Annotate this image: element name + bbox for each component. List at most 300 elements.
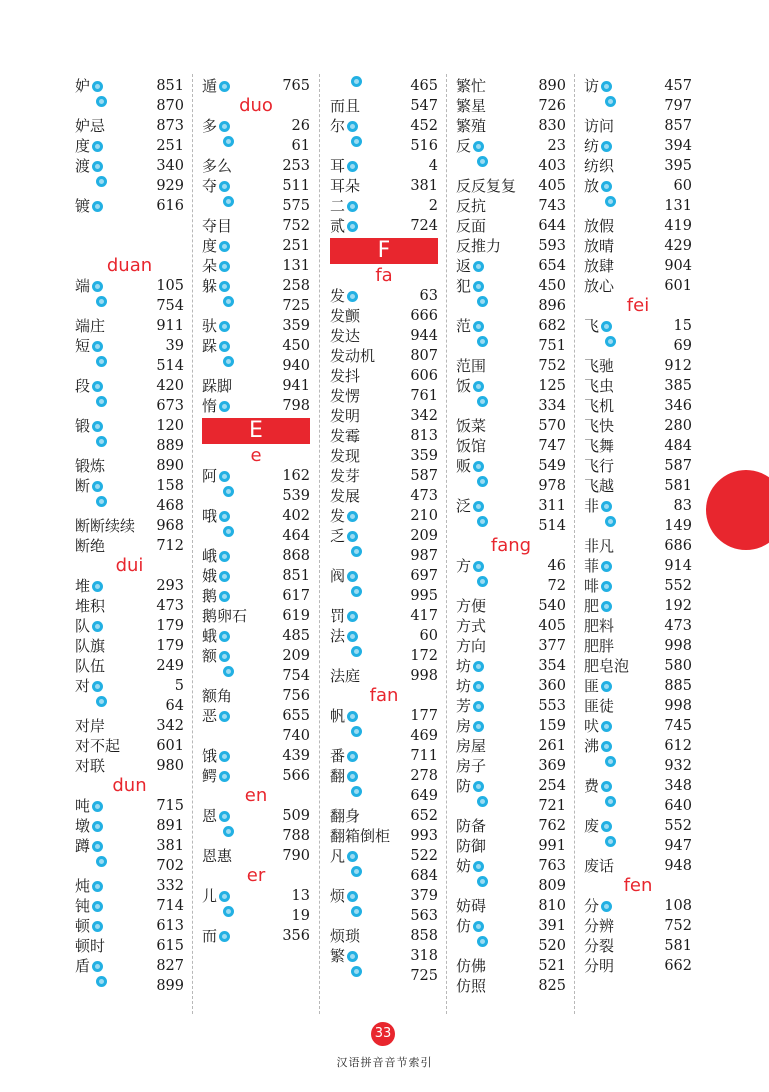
audio-dot-icon [96, 96, 107, 107]
audio-dot-icon [351, 136, 362, 147]
entry-word [584, 76, 612, 96]
entry-word-text: 坊 [456, 657, 472, 675]
audio-dot-icon [351, 586, 362, 597]
index-entry [75, 536, 184, 556]
entry-word [75, 656, 105, 676]
entry-word-text: 二 [330, 197, 346, 215]
entry-word-text: 贩 [456, 457, 472, 475]
section-tab-marker [706, 470, 769, 550]
entry-word [202, 176, 230, 196]
page-reference: 797 [664, 98, 692, 114]
audio-dot-icon [347, 511, 358, 522]
page-reference: 403 [538, 158, 566, 174]
entry-word-text: 耳朵 [330, 177, 361, 195]
page-reference: 450 [282, 338, 310, 354]
audio-dot-icon [601, 81, 612, 92]
page-reference: 747 [538, 438, 566, 454]
audio-dot-icon [219, 551, 230, 562]
entry-word [584, 396, 614, 416]
index-entry [456, 236, 566, 256]
index-entry [330, 886, 438, 906]
entry-word [584, 736, 612, 756]
letter-section-banner: E [202, 418, 310, 444]
page-reference: 209 [410, 528, 438, 544]
page-reference: 511 [282, 178, 310, 194]
entry-word-text: 儿 [202, 887, 218, 905]
page-reference: 540 [538, 598, 566, 614]
entry-word-text: 夺 [202, 177, 218, 195]
index-entry [75, 416, 184, 436]
page-reference: 254 [538, 778, 566, 794]
index-entry [456, 656, 566, 676]
entry-word-text: 度 [202, 237, 218, 255]
entry-word [75, 116, 105, 136]
audio-dot-icon [473, 701, 484, 712]
page-reference: 616 [156, 198, 184, 214]
page-reference: 761 [410, 388, 438, 404]
entry-word [75, 576, 103, 596]
page-reference: 644 [538, 218, 566, 234]
entry-word [584, 176, 612, 196]
page-reference: 484 [664, 438, 692, 454]
index-entry [584, 376, 692, 396]
page-reference: 858 [410, 928, 438, 944]
entry-word [330, 406, 360, 426]
entry-word-text: 分 [584, 897, 600, 915]
index-entry [330, 766, 438, 786]
entry-word-text: 翻身 [330, 807, 361, 825]
index-entry [330, 866, 438, 886]
page-reference: 655 [282, 708, 310, 724]
index-entry [456, 436, 566, 456]
page-reference: 790 [282, 848, 310, 864]
page-reference: 69 [673, 338, 692, 354]
audio-dot-icon [223, 526, 234, 537]
page-reference: 450 [538, 278, 566, 294]
page-footer: 汉语拼音音节索引 [336, 1056, 433, 1069]
page-reference: 402 [282, 508, 310, 524]
page-reference: 662 [664, 958, 692, 974]
entry-word-text: 飞驰 [584, 357, 615, 375]
index-entry [456, 956, 566, 976]
audio-dot-icon [351, 786, 362, 797]
entry-word [456, 636, 486, 656]
entry-word-text: 跺脚 [202, 377, 233, 395]
entry-word [330, 346, 375, 366]
page-reference: 827 [156, 958, 184, 974]
audio-dot-icon [473, 561, 484, 572]
entry-word [330, 366, 360, 386]
entry-word [456, 256, 484, 276]
page-reference: 726 [538, 98, 566, 114]
index-entry [584, 96, 692, 116]
audio-dot-icon [92, 621, 103, 632]
entry-word-text: 返 [456, 257, 472, 275]
page-reference: 947 [664, 838, 692, 854]
entry-word-text: 肥 [584, 597, 600, 615]
index-entry [202, 926, 310, 946]
index-entry [584, 636, 692, 656]
entry-word [456, 416, 486, 436]
syllable-heading: en [244, 785, 268, 806]
page-reference: 509 [282, 808, 310, 824]
entry-word-text: 罚 [330, 607, 346, 625]
entry-word-text: 纺织 [584, 157, 615, 175]
audio-dot-icon [92, 481, 103, 492]
entry-word [330, 766, 358, 786]
entry-word-text: 法 [330, 627, 346, 645]
audio-dot-icon [477, 576, 488, 587]
entry-word [202, 546, 230, 566]
entry-word [584, 556, 612, 576]
index-entry [330, 196, 438, 216]
page-reference: 684 [410, 868, 438, 884]
entry-word-text: 饭 [456, 377, 472, 395]
entry-word [330, 286, 358, 306]
index-entry [456, 356, 566, 376]
page-number: 33 [371, 1022, 395, 1046]
page-reference: 911 [156, 318, 184, 334]
audio-dot-icon [92, 201, 103, 212]
entry-word [330, 116, 358, 136]
entry-word-text: 断断续续 [75, 517, 136, 535]
entry-word-text: 繁 [330, 947, 346, 965]
index-entry [584, 956, 692, 976]
audio-dot-icon [601, 721, 612, 732]
audio-dot-icon [223, 906, 234, 917]
index-entry [202, 806, 310, 826]
page-reference: 342 [156, 718, 184, 734]
index-entry [456, 136, 566, 156]
entry-word [584, 236, 614, 256]
index-entry [202, 176, 310, 196]
index-entry [456, 196, 566, 216]
page-reference: 280 [664, 418, 692, 434]
index-entry [584, 936, 692, 956]
entry-word [202, 336, 230, 356]
entry-word-text: 费 [584, 777, 600, 795]
entry-word-text: 阀 [330, 567, 346, 585]
entry-word-text: 防 [456, 777, 472, 795]
page-reference: 754 [282, 668, 310, 684]
audio-dot-icon [223, 296, 234, 307]
entry-word-text: 范围 [456, 357, 487, 375]
audio-dot-icon [347, 631, 358, 642]
audio-dot-icon [92, 341, 103, 352]
page-reference: 549 [538, 458, 566, 474]
page-reference: 890 [156, 458, 184, 474]
page-reference: 566 [282, 768, 310, 784]
audio-dot-icon [347, 711, 358, 722]
index-entry [456, 916, 566, 936]
index-entry [456, 716, 566, 736]
page-reference: 563 [410, 908, 438, 924]
entry-word [75, 156, 103, 176]
entry-word-text: 镀 [75, 197, 91, 215]
index-entry [330, 906, 438, 926]
index-entry [584, 276, 692, 296]
entry-word-text: 恶 [202, 707, 218, 725]
entry-word-text: 恩 [202, 807, 218, 825]
audio-dot-icon [347, 221, 358, 232]
entry-word-text: 烦琐 [330, 927, 361, 945]
entry-word [584, 496, 612, 516]
index-entry [75, 496, 184, 516]
audio-dot-icon [347, 161, 358, 172]
page-reference: 379 [410, 888, 438, 904]
syllable-heading: dun [112, 775, 147, 796]
page-reference: 743 [538, 198, 566, 214]
page-reference: 765 [282, 78, 310, 94]
audio-dot-icon [219, 321, 230, 332]
page-reference: 514 [538, 518, 566, 534]
index-entry [330, 566, 438, 586]
audio-dot-icon [92, 81, 103, 92]
index-entry [456, 76, 566, 96]
entry-word-text: 妨碍 [456, 897, 487, 915]
index-entry [75, 196, 184, 216]
index-entry [75, 76, 184, 96]
page-reference: 712 [156, 538, 184, 554]
entry-word-text: 犯 [456, 277, 472, 295]
index-entry [202, 336, 310, 356]
entry-word [456, 456, 484, 476]
audio-dot-icon [92, 841, 103, 852]
page-reference: 998 [664, 698, 692, 714]
page-reference: 896 [538, 298, 566, 314]
page-reference: 385 [664, 378, 692, 394]
entry-word [330, 156, 358, 176]
audio-dot-icon [219, 261, 230, 272]
entry-word-text: 盾 [75, 957, 91, 975]
entry-word [202, 706, 230, 726]
index-entry [330, 966, 438, 986]
index-entry [584, 416, 692, 436]
index-entry [202, 666, 310, 686]
entry-word-text: 端庄 [75, 317, 106, 335]
page-reference: 61 [291, 138, 310, 154]
page-reference: 251 [156, 138, 184, 154]
index-entry [584, 656, 692, 676]
entry-word [584, 136, 612, 156]
page-reference: 158 [156, 478, 184, 494]
index-entry [330, 646, 438, 666]
index-entry [75, 96, 184, 116]
audio-dot-icon [477, 156, 488, 167]
entry-word [456, 436, 486, 456]
audio-dot-icon [601, 821, 612, 832]
index-entry [330, 116, 438, 136]
page-reference: 417 [410, 608, 438, 624]
audio-dot-icon [96, 856, 107, 867]
page-reference: 516 [410, 138, 438, 154]
page-reference: 615 [156, 938, 184, 954]
page-reference: 13 [291, 888, 310, 904]
entry-word-text: 防御 [456, 837, 487, 855]
page-reference: 606 [410, 368, 438, 384]
audio-dot-icon [347, 121, 358, 132]
entry-word-text: 放肆 [584, 257, 615, 275]
entry-word-text: 多 [202, 117, 218, 135]
page-reference: 120 [156, 418, 184, 434]
entry-word [584, 216, 614, 236]
entry-word [330, 506, 358, 526]
page-reference: 278 [410, 768, 438, 784]
page-reference: 725 [410, 968, 438, 984]
page-reference: 521 [538, 958, 566, 974]
index-entry [330, 216, 438, 236]
page-reference: 172 [410, 648, 438, 664]
entry-word-text: 反面 [456, 217, 487, 235]
page-reference: 131 [664, 198, 692, 214]
page-reference: 807 [410, 348, 438, 364]
page-reference: 830 [538, 118, 566, 134]
entry-word [456, 316, 484, 336]
page-reference: 940 [282, 358, 310, 374]
page-reference: 697 [410, 568, 438, 584]
entry-word [330, 706, 358, 726]
entry-word [75, 816, 103, 836]
entry-word-text: 朵 [202, 257, 218, 275]
page-reference: 980 [156, 758, 184, 774]
entry-word-text: 断绝 [75, 537, 106, 555]
page-reference: 4 [428, 158, 438, 174]
entry-word-text: 废话 [584, 857, 615, 875]
index-entry [75, 436, 184, 456]
audio-dot-icon [605, 796, 616, 807]
entry-word-text: 夺目 [202, 217, 233, 235]
index-entry [202, 606, 310, 626]
entry-word [456, 696, 484, 716]
entry-word-text: 乏 [330, 527, 346, 545]
audio-dot-icon [473, 281, 484, 292]
index-entry [584, 236, 692, 256]
entry-word [330, 486, 360, 506]
index-column-3 [330, 76, 438, 986]
index-entry [584, 896, 692, 916]
audio-dot-icon [605, 836, 616, 847]
page-reference: 702 [156, 858, 184, 874]
audio-dot-icon [601, 741, 612, 752]
page-reference: 522 [410, 848, 438, 864]
audio-dot-icon [223, 356, 234, 367]
page-reference: 346 [664, 398, 692, 414]
entry-word-text: 尔 [330, 117, 346, 135]
index-entry [202, 316, 310, 336]
audio-dot-icon [219, 401, 230, 412]
page-reference: 64 [165, 698, 184, 714]
page-reference: 63 [419, 288, 438, 304]
page-reference: 932 [664, 758, 692, 774]
page-reference: 391 [538, 918, 566, 934]
page-reference: 929 [156, 178, 184, 194]
index-entry [584, 476, 692, 496]
page-reference: 359 [410, 448, 438, 464]
index-entry [75, 836, 184, 856]
index-entry [202, 116, 310, 136]
page-reference: 640 [664, 798, 692, 814]
audio-dot-icon [347, 291, 358, 302]
page-reference: 904 [664, 258, 692, 274]
page-reference: 587 [664, 458, 692, 474]
column-divider [192, 74, 193, 1014]
index-entry [456, 876, 566, 896]
entry-word-text: 队旗 [75, 637, 106, 655]
index-entry [456, 216, 566, 236]
entry-word [456, 916, 484, 936]
entry-word [456, 716, 484, 736]
entry-word [202, 566, 230, 586]
page-reference: 873 [156, 118, 184, 134]
index-entry [584, 556, 692, 576]
audio-dot-icon [219, 931, 230, 942]
entry-word-text: 吨 [75, 797, 91, 815]
entry-word-text: 堆积 [75, 597, 106, 615]
syllable-heading: duan [106, 255, 153, 276]
page-reference: 601 [156, 738, 184, 754]
index-entry [330, 806, 438, 826]
page-reference: 293 [156, 578, 184, 594]
index-entry [75, 816, 184, 836]
entry-word [330, 176, 360, 196]
index-entry [202, 726, 310, 746]
index-entry [75, 156, 184, 176]
syllable-heading: e [250, 445, 262, 466]
index-entry [456, 836, 566, 856]
column-divider [574, 74, 575, 1014]
entry-word [330, 526, 358, 546]
entry-word [584, 696, 614, 716]
page-reference: 725 [282, 298, 310, 314]
entry-word-text: 鹅卵石 [202, 607, 248, 625]
page-reference: 342 [410, 408, 438, 424]
entry-word [202, 926, 230, 946]
page-reference: 552 [664, 818, 692, 834]
audio-dot-icon [223, 666, 234, 677]
entry-word [584, 776, 612, 796]
entry-word [75, 196, 103, 216]
page-reference: 311 [538, 498, 566, 514]
column-divider [446, 74, 447, 1014]
index-entry [202, 906, 310, 926]
entry-word-text: 对不起 [75, 737, 121, 755]
entry-word-text: 断 [75, 477, 91, 495]
page-reference: 762 [538, 818, 566, 834]
entry-word [202, 316, 230, 336]
entry-word [584, 416, 614, 436]
page-reference: 756 [282, 688, 310, 704]
entry-word [75, 916, 103, 936]
entry-word-text: 凡 [330, 847, 346, 865]
audio-dot-icon [92, 141, 103, 152]
audio-dot-icon [96, 696, 107, 707]
audio-dot-icon [96, 976, 107, 987]
index-entry [584, 256, 692, 276]
index-entry [330, 506, 438, 526]
page-reference: 377 [538, 638, 566, 654]
entry-word [75, 736, 120, 756]
index-entry [75, 576, 184, 596]
entry-word [202, 506, 230, 526]
page-reference: 899 [156, 978, 184, 994]
audio-dot-icon [477, 936, 488, 947]
entry-word [584, 276, 614, 296]
page-reference: 580 [664, 658, 692, 674]
entry-word [75, 376, 103, 396]
entry-word-text: 飞虫 [584, 377, 615, 395]
page-reference: 15 [673, 318, 692, 334]
index-entry [75, 176, 184, 196]
